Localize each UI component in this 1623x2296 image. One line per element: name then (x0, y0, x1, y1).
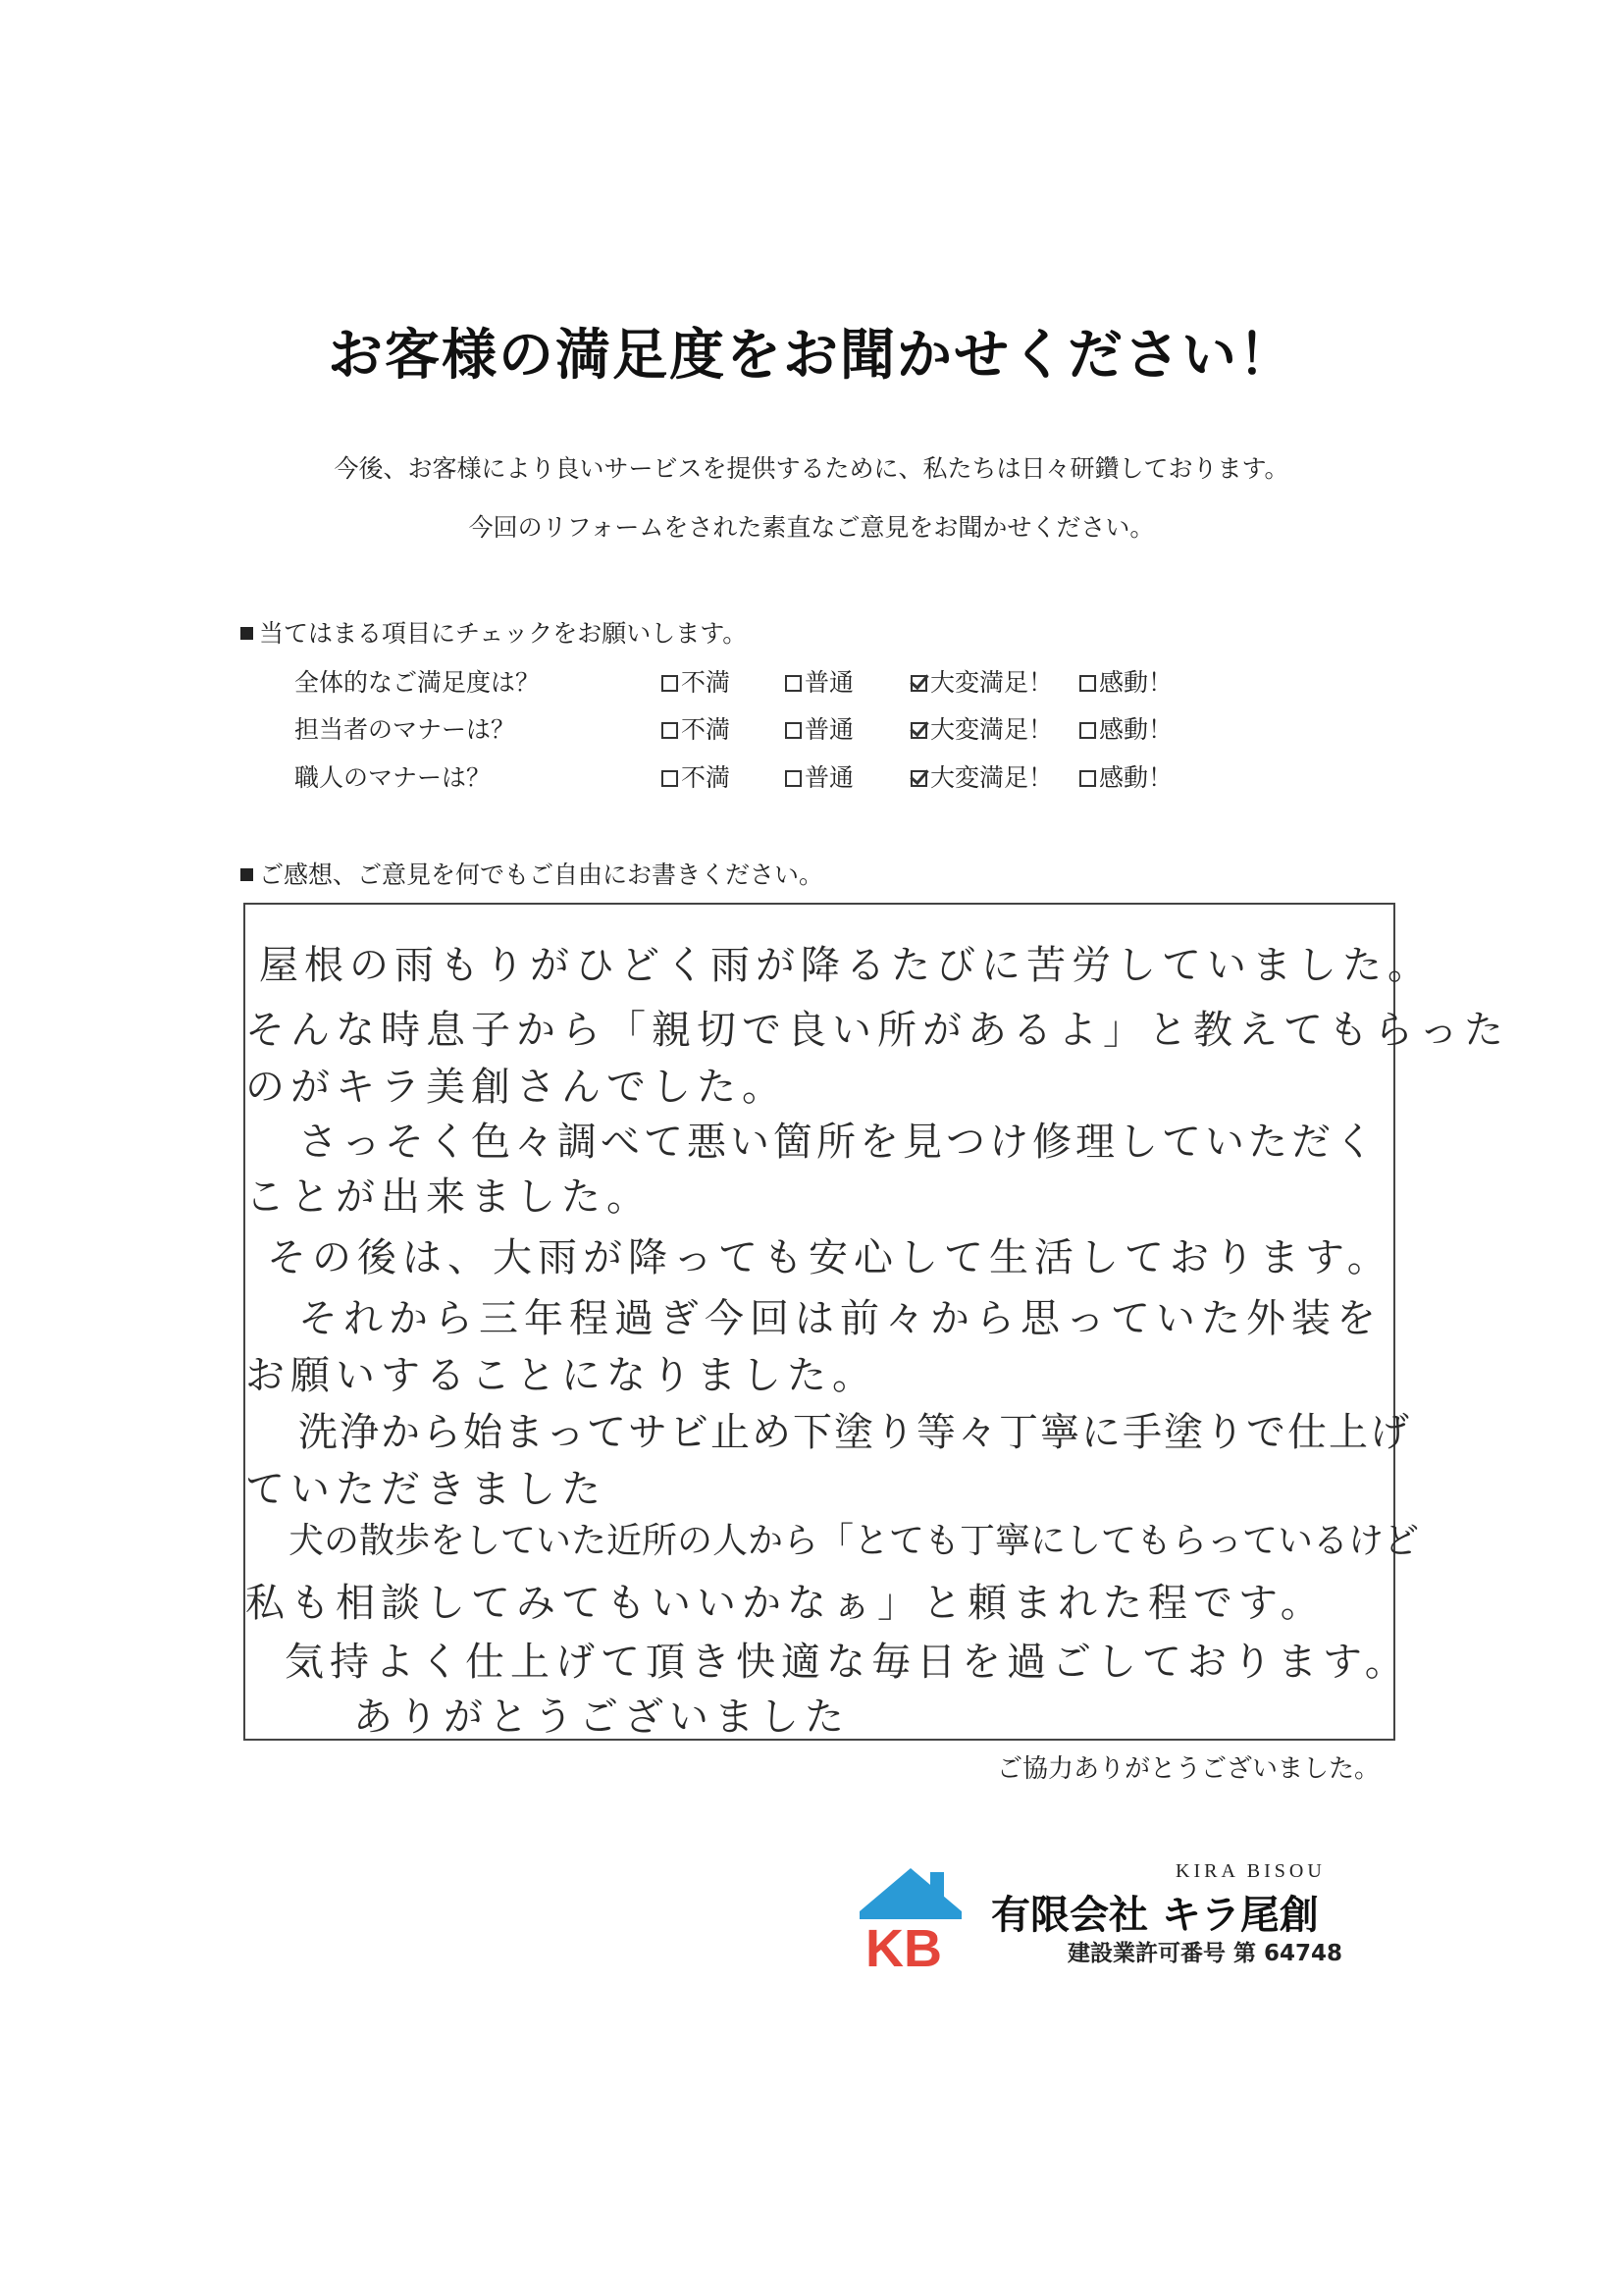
checkbox-icon[interactable] (661, 770, 678, 787)
comment-line: のがキラ美創さんでした。 (245, 1065, 787, 1110)
comment-line: お願いすることになりました。 (245, 1353, 877, 1398)
logo-roof (860, 1868, 962, 1919)
company-romaji: KIRA BISOU (1176, 1860, 1326, 1882)
comment-line: そんな時息子から「親切で良い所があるよ」と教えてもらった (245, 1008, 1509, 1053)
option-label: 大変満足！ (930, 715, 1054, 744)
option-label: 不満 (681, 715, 731, 744)
comment-line: その後は、大雨が降っても安心して生活しております。 (267, 1235, 1392, 1280)
comment-line: 洗浄から始まってサビ止め下塗り等々丁寧に手塗りで仕上げ (298, 1410, 1411, 1455)
comment-line: 私も相談してみてもいいかなぁ」と頼まれた程です。 (245, 1581, 1326, 1626)
checkbox-icon[interactable] (1079, 770, 1096, 787)
checkbox-icon[interactable] (785, 675, 802, 692)
comment-box[interactable] (243, 903, 1509, 1741)
square-bullet-icon (240, 868, 253, 881)
option-impressed[interactable] (1079, 710, 1173, 746)
option-very-satisfied[interactable] (911, 758, 1053, 794)
comments-heading (240, 856, 823, 891)
checkbox-checked-icon[interactable] (911, 722, 927, 739)
checkbox-icon[interactable] (1079, 675, 1096, 692)
option-impressed[interactable] (1079, 758, 1173, 794)
option-dissatisfied[interactable] (661, 710, 730, 746)
square-bullet-icon (240, 627, 253, 640)
checkbox-icon[interactable] (785, 722, 802, 739)
comment-line: 犬の散歩をしていた近所の人から「とても丁寧にしてもらっているけど (288, 1521, 1420, 1561)
company-logo (860, 1864, 968, 1972)
checklist-heading-text: 当てはまる項目にチェックをお願いします。 (259, 619, 748, 648)
question-label: 職人のマナーは？ (294, 763, 492, 792)
option-impressed[interactable] (1079, 663, 1173, 699)
comment-line: ことが出来ました。 (245, 1174, 652, 1220)
option-label: 普通 (805, 763, 855, 792)
comment-line: 気持よく仕上げて頂き快適な毎日を過ごしております。 (285, 1640, 1410, 1685)
question-label: 全体的なご満足度は？ (294, 668, 541, 697)
option-label: 感動！ (1099, 763, 1174, 792)
checkbox-checked-icon[interactable] (911, 675, 927, 692)
question-label: 担当者のマナーは？ (294, 715, 516, 744)
option-average[interactable] (785, 663, 854, 699)
logo-lettering: KB (865, 1919, 942, 1972)
option-very-satisfied[interactable] (911, 663, 1053, 699)
option-label: 不満 (681, 763, 731, 792)
option-label: 不満 (681, 668, 731, 697)
option-average[interactable] (785, 710, 854, 746)
checkbox-icon[interactable] (1079, 722, 1096, 739)
option-label: 感動！ (1099, 715, 1174, 744)
comment-line: さっそく色々調べて悪い箇所を見つけ修理していただく (298, 1120, 1378, 1165)
license-number: 建設業許可番号 第 64748 (1068, 1941, 1343, 1966)
option-label: 大変満足！ (930, 763, 1054, 792)
comment-line: ていただきました (245, 1467, 606, 1512)
comment-line: ありがとうございました (353, 1695, 850, 1740)
option-label: 大変満足！ (930, 668, 1054, 697)
option-label: 普通 (805, 715, 855, 744)
option-dissatisfied[interactable] (661, 663, 730, 699)
option-very-satisfied[interactable] (911, 710, 1053, 746)
checkbox-icon[interactable] (785, 770, 802, 787)
page-title: お客様の満足度をお聞かせください！ (328, 324, 1295, 388)
comment-line: それから三年程過ぎ今回は前々から思っていた外装を (298, 1296, 1382, 1341)
checkbox-checked-icon[interactable] (911, 770, 927, 787)
intro-line-1: 今後、お客様により良いサービスを提供するために、私たちは日々研鑽しております。 (334, 454, 1289, 483)
intro-line-2: 今回のリフォームをされた素直なご意見をお聞かせください。 (468, 513, 1155, 542)
checklist-heading (240, 614, 747, 650)
comment-line: 屋根の雨もりがひどく雨が降るたびに苦労していました。 (259, 943, 1433, 988)
company-name: 有限会社 キラ尾創 (991, 1893, 1319, 1938)
thanks-note: ご協力ありがとうございました。 (996, 1754, 1380, 1784)
house-logo-icon (860, 1864, 968, 1972)
logo-chimney (930, 1872, 944, 1898)
comments-heading-text: ご感想、ご意見を何でもご自由にお書きください。 (259, 861, 824, 889)
checkbox-icon[interactable] (661, 675, 678, 692)
option-dissatisfied[interactable] (661, 758, 730, 794)
option-average[interactable] (785, 758, 854, 794)
checkbox-icon[interactable] (661, 722, 678, 739)
option-label: 感動！ (1099, 668, 1174, 697)
option-label: 普通 (805, 668, 855, 697)
